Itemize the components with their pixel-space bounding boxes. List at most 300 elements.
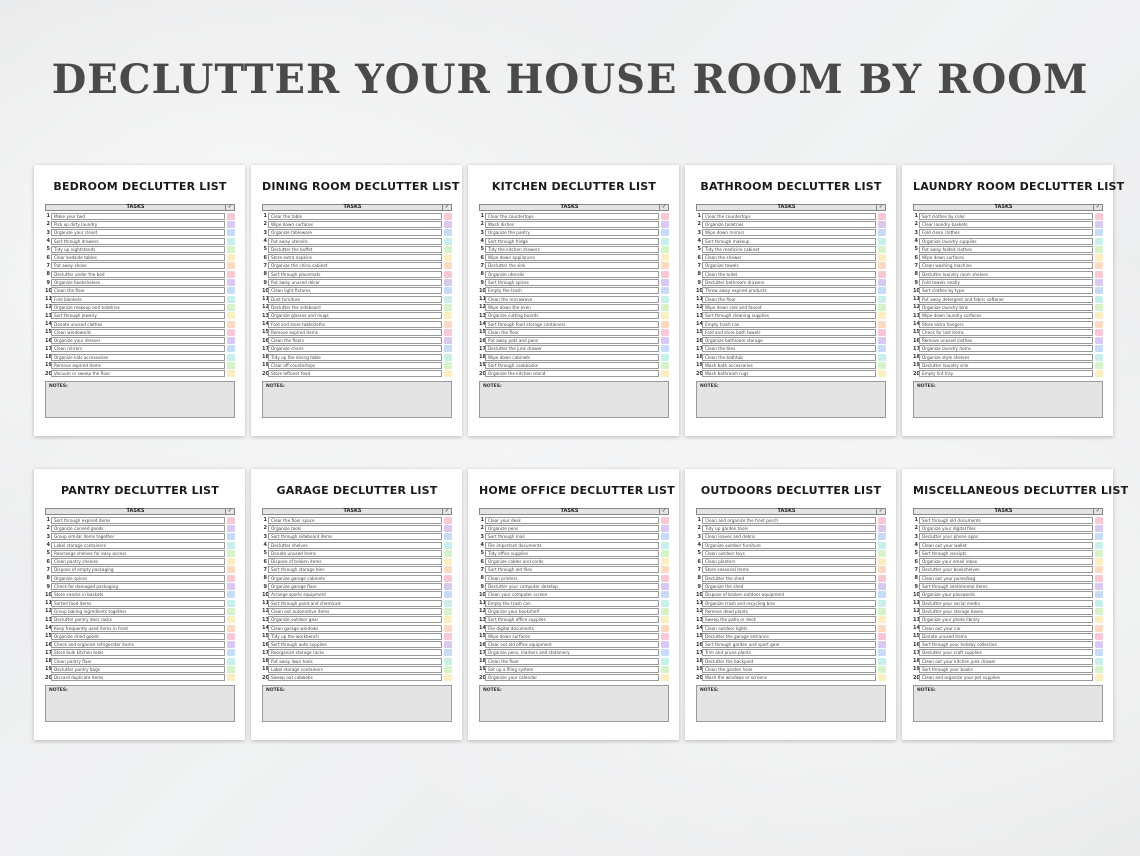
task-checkbox[interactable] xyxy=(227,229,235,236)
task-number: 19 xyxy=(696,362,703,369)
task-checkbox[interactable] xyxy=(227,517,235,524)
task-checkbox[interactable] xyxy=(661,566,669,573)
task-checkbox[interactable] xyxy=(444,616,452,623)
task-checkbox[interactable] xyxy=(1095,337,1103,344)
task-number: 16 xyxy=(913,641,920,648)
task-checkbox[interactable] xyxy=(878,625,886,632)
task-checkbox[interactable] xyxy=(227,279,235,286)
task-checkbox[interactable] xyxy=(227,321,235,328)
task-checkbox[interactable] xyxy=(878,558,886,565)
task-number: 7 xyxy=(697,262,701,269)
task-text: Sort clothes by color xyxy=(919,213,1093,220)
task-number: 16 xyxy=(262,337,269,344)
task-text: Vacuum or sweep the floor xyxy=(51,370,225,377)
task-checkbox[interactable] xyxy=(878,329,886,336)
task-checkbox[interactable] xyxy=(1095,238,1103,245)
task-checkbox[interactable] xyxy=(661,608,669,615)
task-checkbox[interactable] xyxy=(878,633,886,640)
task-checkbox[interactable] xyxy=(444,354,452,361)
task-checkbox[interactable] xyxy=(1095,566,1103,573)
task-checkbox[interactable] xyxy=(878,271,886,278)
task-checkbox[interactable] xyxy=(227,525,235,532)
task-checkbox[interactable] xyxy=(878,238,886,245)
task-checkbox[interactable] xyxy=(661,312,669,319)
task-checkbox[interactable] xyxy=(661,321,669,328)
task-text: Wash bathroom rugs xyxy=(702,370,876,377)
task-number: 1 xyxy=(914,517,918,524)
task-checkbox[interactable] xyxy=(444,238,452,245)
task-checkbox[interactable] xyxy=(878,354,886,361)
task-checkbox[interactable] xyxy=(661,625,669,632)
task-row xyxy=(696,287,886,295)
task-text: Organize your photo library xyxy=(919,616,1093,623)
task-checkbox[interactable] xyxy=(1095,262,1103,269)
task-checkbox[interactable] xyxy=(878,608,886,615)
task-text: Put away shoes xyxy=(51,262,225,269)
task-row xyxy=(696,237,886,245)
task-checkbox[interactable] xyxy=(444,674,452,681)
task-row xyxy=(45,270,235,278)
task-checkbox[interactable] xyxy=(1095,271,1103,278)
task-checkbox[interactable] xyxy=(661,329,669,336)
task-number: 1 xyxy=(263,517,267,524)
task-checkbox[interactable] xyxy=(444,633,452,640)
task-checkbox[interactable] xyxy=(227,625,235,632)
task-checkbox[interactable] xyxy=(878,337,886,344)
task-number: 2 xyxy=(480,525,484,532)
task-checkbox[interactable] xyxy=(444,525,452,532)
task-checkbox[interactable] xyxy=(661,221,669,228)
task-text: Declutter your storage boxes xyxy=(919,608,1093,615)
task-checkbox[interactable] xyxy=(878,213,886,220)
task-row xyxy=(479,361,669,369)
task-number: 11 xyxy=(262,600,269,607)
task-checkbox[interactable] xyxy=(444,625,452,632)
task-number: 3 xyxy=(914,229,918,236)
tasks-header-label: TASKS xyxy=(126,508,145,514)
task-checkbox[interactable] xyxy=(661,362,669,369)
task-checkbox[interactable] xyxy=(444,566,452,573)
task-checkbox[interactable] xyxy=(227,246,235,253)
task-checkbox[interactable] xyxy=(661,262,669,269)
task-checkbox[interactable] xyxy=(878,345,886,352)
task-number: 6 xyxy=(480,558,484,565)
task-checkbox[interactable] xyxy=(444,550,452,557)
notes-box[interactable]: NOTES: xyxy=(45,685,235,722)
task-checkbox[interactable] xyxy=(444,271,452,278)
task-text: Declutter the backyard xyxy=(702,658,876,665)
task-checkbox[interactable] xyxy=(661,525,669,532)
task-number: 12 xyxy=(696,304,703,311)
task-checkbox[interactable] xyxy=(1095,287,1103,294)
task-checkbox[interactable] xyxy=(661,287,669,294)
task-row xyxy=(479,674,669,682)
task-checkbox[interactable] xyxy=(227,674,235,681)
task-checkbox[interactable] xyxy=(878,600,886,607)
task-checkbox[interactable] xyxy=(1095,213,1103,220)
task-checkbox[interactable] xyxy=(878,566,886,573)
task-number: 1 xyxy=(480,213,484,220)
task-number: 17 xyxy=(262,345,269,352)
task-number: 17 xyxy=(696,649,703,656)
task-checkbox[interactable] xyxy=(661,591,669,598)
task-checkbox[interactable] xyxy=(444,558,452,565)
task-checkbox[interactable] xyxy=(1095,558,1103,565)
task-row xyxy=(696,566,886,574)
task-checkbox[interactable] xyxy=(661,558,669,565)
task-text: Organize garage cabinets xyxy=(268,575,442,582)
task-number: 16 xyxy=(696,641,703,648)
task-row xyxy=(913,336,1103,344)
task-number: 9 xyxy=(697,583,701,590)
task-checkbox[interactable] xyxy=(878,649,886,656)
task-text: Sort through your holiday collection xyxy=(919,641,1093,648)
task-checkbox[interactable] xyxy=(1095,354,1103,361)
task-checkbox[interactable] xyxy=(878,254,886,261)
task-checkbox[interactable] xyxy=(1095,616,1103,623)
notes-box[interactable]: NOTES: xyxy=(45,381,235,418)
task-text: Sort through drawers xyxy=(51,238,225,245)
task-checkbox[interactable] xyxy=(444,246,452,253)
task-row xyxy=(696,212,886,220)
task-text: Organize your email inbox xyxy=(919,558,1093,565)
task-checkbox[interactable] xyxy=(227,608,235,615)
task-text: Organize your closet xyxy=(51,229,225,236)
task-checkbox[interactable] xyxy=(661,533,669,540)
task-checkbox[interactable] xyxy=(661,666,669,673)
task-checkbox[interactable] xyxy=(444,312,452,319)
task-number: 13 xyxy=(913,616,920,623)
notes-box[interactable]: NOTES: xyxy=(479,381,669,418)
task-checkbox[interactable] xyxy=(227,271,235,278)
task-checkbox[interactable] xyxy=(227,583,235,590)
task-checkbox[interactable] xyxy=(878,575,886,582)
task-checkbox[interactable] xyxy=(227,354,235,361)
task-checkbox[interactable] xyxy=(444,583,452,590)
task-checkbox[interactable] xyxy=(1095,304,1103,311)
task-checkbox[interactable] xyxy=(444,304,452,311)
task-checkbox[interactable] xyxy=(1095,625,1103,632)
task-checkbox[interactable] xyxy=(1095,312,1103,319)
task-text: Put away detergent and fabric softener xyxy=(919,296,1093,303)
task-checkbox[interactable] xyxy=(1095,329,1103,336)
task-checkbox[interactable] xyxy=(878,362,886,369)
task-checkbox[interactable] xyxy=(444,370,452,377)
task-checkbox[interactable] xyxy=(878,666,886,673)
task-checkbox[interactable] xyxy=(1095,517,1103,524)
task-checkbox[interactable] xyxy=(661,649,669,656)
task-checkbox[interactable] xyxy=(227,254,235,261)
task-checkbox[interactable] xyxy=(227,262,235,269)
task-checkbox[interactable] xyxy=(1095,533,1103,540)
task-text: Organize laundry items xyxy=(919,345,1093,352)
task-checkbox[interactable] xyxy=(661,279,669,286)
task-checkbox[interactable] xyxy=(227,287,235,294)
notes-box[interactable]: NOTES: xyxy=(913,381,1103,418)
notes-box[interactable]: NOTES: xyxy=(262,685,452,722)
task-checkbox[interactable] xyxy=(444,608,452,615)
task-checkbox[interactable] xyxy=(227,312,235,319)
task-checkbox[interactable] xyxy=(878,674,886,681)
task-checkbox[interactable] xyxy=(661,542,669,549)
task-checkbox[interactable] xyxy=(878,370,886,377)
task-checkbox[interactable] xyxy=(878,525,886,532)
task-checkbox[interactable] xyxy=(1095,370,1103,377)
task-checkbox[interactable] xyxy=(878,246,886,253)
task-checkbox[interactable] xyxy=(227,296,235,303)
task-number: 1 xyxy=(480,517,484,524)
task-text: Organize your passwords xyxy=(919,591,1093,598)
task-checkbox[interactable] xyxy=(444,329,452,336)
task-number: 19 xyxy=(45,362,52,369)
task-checkbox[interactable] xyxy=(227,533,235,540)
task-text: Wipe down the oven xyxy=(485,304,659,311)
task-checkbox[interactable] xyxy=(227,550,235,557)
task-row xyxy=(479,657,669,665)
task-checkbox[interactable] xyxy=(1095,583,1103,590)
task-checkbox[interactable] xyxy=(1095,674,1103,681)
task-checkbox[interactable] xyxy=(1095,296,1103,303)
task-row xyxy=(696,262,886,270)
task-checkbox[interactable] xyxy=(1095,600,1103,607)
task-checkbox[interactable] xyxy=(661,304,669,311)
notes-box[interactable]: NOTES: xyxy=(479,685,669,722)
task-checkbox[interactable] xyxy=(444,262,452,269)
checklist-sheet xyxy=(34,165,245,436)
task-checkbox[interactable] xyxy=(227,666,235,673)
task-checkbox[interactable] xyxy=(227,658,235,665)
task-text: Check for lost items xyxy=(919,329,1093,336)
task-checkbox[interactable] xyxy=(661,517,669,524)
task-checkbox[interactable] xyxy=(661,271,669,278)
task-checkbox[interactable] xyxy=(227,213,235,220)
task-text: Check and organize refrigerator items xyxy=(51,641,225,648)
sheet-title: OUTDOORS DECLUTTER LIST xyxy=(700,484,882,497)
task-number: 15 xyxy=(696,633,703,640)
task-checkbox[interactable] xyxy=(878,616,886,623)
task-checkbox[interactable] xyxy=(227,641,235,648)
task-checkbox[interactable] xyxy=(444,296,452,303)
task-checkbox[interactable] xyxy=(878,542,886,549)
task-checkbox[interactable] xyxy=(444,575,452,582)
task-checkbox[interactable] xyxy=(661,674,669,681)
task-checkbox[interactable] xyxy=(878,591,886,598)
task-checkbox[interactable] xyxy=(444,666,452,673)
task-row xyxy=(262,665,452,673)
task-number: 7 xyxy=(914,262,918,269)
task-text: Declutter the shed xyxy=(702,575,876,582)
task-number: 9 xyxy=(480,583,484,590)
task-checkbox[interactable] xyxy=(444,221,452,228)
task-checkbox[interactable] xyxy=(227,238,235,245)
task-checkbox[interactable] xyxy=(444,641,452,648)
task-checkbox[interactable] xyxy=(444,213,452,220)
task-checkbox[interactable] xyxy=(444,362,452,369)
task-text: Declutter the sink xyxy=(485,262,659,269)
task-checkbox[interactable] xyxy=(878,517,886,524)
task-checkbox[interactable] xyxy=(661,370,669,377)
task-checkbox[interactable] xyxy=(1095,666,1103,673)
task-checkbox[interactable] xyxy=(878,279,886,286)
task-checkbox[interactable] xyxy=(661,641,669,648)
task-checkbox[interactable] xyxy=(1095,321,1103,328)
task-row xyxy=(913,533,1103,541)
notes-box[interactable]: NOTES: xyxy=(696,381,886,418)
task-checkbox[interactable] xyxy=(878,262,886,269)
task-checkbox[interactable] xyxy=(1095,345,1103,352)
task-row xyxy=(45,353,235,361)
task-checkbox[interactable] xyxy=(444,542,452,549)
task-number: 14 xyxy=(479,625,486,631)
task-number: 5 xyxy=(263,246,267,253)
task-checkbox[interactable] xyxy=(227,633,235,640)
notes-box[interactable]: NOTES: xyxy=(696,685,886,722)
task-number: 18 xyxy=(913,658,920,665)
task-number: 15 xyxy=(913,633,920,640)
task-checkbox[interactable] xyxy=(444,517,452,524)
task-number: 4 xyxy=(697,542,701,549)
task-checkbox[interactable] xyxy=(227,542,235,549)
task-checkbox[interactable] xyxy=(661,633,669,640)
task-checkbox[interactable] xyxy=(661,229,669,236)
task-checkbox[interactable] xyxy=(227,566,235,573)
task-checkbox[interactable] xyxy=(227,616,235,623)
task-number: 14 xyxy=(262,321,269,327)
task-checkbox[interactable] xyxy=(227,337,235,344)
task-checkbox[interactable] xyxy=(227,575,235,582)
task-checkbox[interactable] xyxy=(444,649,452,656)
task-row xyxy=(262,632,452,640)
task-checkbox[interactable] xyxy=(1095,254,1103,261)
task-checkbox[interactable] xyxy=(661,575,669,582)
task-number: 17 xyxy=(479,345,486,352)
task-text: Organize kids accessories xyxy=(51,354,225,361)
task-checkbox[interactable] xyxy=(444,229,452,236)
task-row xyxy=(696,278,886,286)
task-checkbox[interactable] xyxy=(227,221,235,228)
task-checkbox[interactable] xyxy=(878,583,886,590)
task-checkbox[interactable] xyxy=(878,287,886,294)
task-checkbox[interactable] xyxy=(661,354,669,361)
task-number: 5 xyxy=(480,246,484,253)
task-checkbox[interactable] xyxy=(661,238,669,245)
task-checkbox[interactable] xyxy=(661,345,669,352)
task-checkbox[interactable] xyxy=(227,591,235,598)
task-number: 20 xyxy=(479,370,486,377)
task-checkbox[interactable] xyxy=(227,370,235,377)
task-checkbox[interactable] xyxy=(1095,591,1103,598)
notes-box[interactable]: NOTES: xyxy=(913,685,1103,722)
notes-box[interactable]: NOTES: xyxy=(262,381,452,418)
task-checkbox[interactable] xyxy=(661,254,669,261)
task-checkbox[interactable] xyxy=(661,658,669,665)
task-checkbox[interactable] xyxy=(878,221,886,228)
task-text: Empty lint tray xyxy=(919,370,1093,377)
task-number: 17 xyxy=(696,345,703,352)
task-checkbox[interactable] xyxy=(444,337,452,344)
task-checkbox[interactable] xyxy=(1095,608,1103,615)
task-row xyxy=(913,524,1103,532)
task-checkbox[interactable] xyxy=(444,600,452,607)
task-checkbox[interactable] xyxy=(444,658,452,665)
task-checkbox[interactable] xyxy=(661,296,669,303)
task-checkbox[interactable] xyxy=(1095,641,1103,648)
task-checkbox[interactable] xyxy=(444,591,452,598)
task-checkbox[interactable] xyxy=(444,345,452,352)
task-checkbox[interactable] xyxy=(661,583,669,590)
task-checkbox[interactable] xyxy=(227,649,235,656)
task-checkbox[interactable] xyxy=(661,600,669,607)
task-checkbox[interactable] xyxy=(227,329,235,336)
task-checkbox[interactable] xyxy=(1095,229,1103,236)
task-checkbox[interactable] xyxy=(1095,221,1103,228)
task-checkbox[interactable] xyxy=(878,312,886,319)
task-checkbox[interactable] xyxy=(1095,649,1103,656)
task-checkbox[interactable] xyxy=(878,321,886,328)
task-checkbox[interactable] xyxy=(878,229,886,236)
task-row xyxy=(913,657,1103,665)
task-number: 7 xyxy=(480,262,484,269)
task-row xyxy=(913,229,1103,237)
task-checkbox[interactable] xyxy=(444,287,452,294)
task-checkbox[interactable] xyxy=(227,345,235,352)
task-checkbox[interactable] xyxy=(878,304,886,311)
task-checkbox[interactable] xyxy=(227,600,235,607)
task-checkbox[interactable] xyxy=(1095,279,1103,286)
task-checkbox[interactable] xyxy=(1095,362,1103,369)
task-row xyxy=(45,245,235,253)
task-checkbox[interactable] xyxy=(1095,246,1103,253)
task-checkbox[interactable] xyxy=(227,362,235,369)
task-checkbox[interactable] xyxy=(1095,542,1103,549)
task-checkbox[interactable] xyxy=(444,533,452,540)
task-checkbox[interactable] xyxy=(1095,633,1103,640)
task-row xyxy=(696,616,886,624)
task-number: 2 xyxy=(46,221,50,228)
task-row xyxy=(479,524,669,532)
task-checkbox[interactable] xyxy=(661,550,669,557)
task-checkbox[interactable] xyxy=(444,321,452,328)
task-checkbox[interactable] xyxy=(1095,575,1103,582)
task-number: 4 xyxy=(697,238,701,245)
task-checkbox[interactable] xyxy=(661,213,669,220)
task-row xyxy=(913,566,1103,574)
task-number: 8 xyxy=(480,575,484,582)
task-checkbox[interactable] xyxy=(878,658,886,665)
task-row xyxy=(45,287,235,295)
task-checkbox[interactable] xyxy=(227,558,235,565)
task-text: Wipe down cabinets xyxy=(485,354,659,361)
task-checkbox[interactable] xyxy=(878,641,886,648)
task-checkbox[interactable] xyxy=(444,279,452,286)
task-checkbox[interactable] xyxy=(661,246,669,253)
task-checkbox[interactable] xyxy=(661,616,669,623)
task-text: Wipe down mirrors xyxy=(702,229,876,236)
task-checkbox[interactable] xyxy=(444,254,452,261)
task-checkbox[interactable] xyxy=(661,337,669,344)
task-checkbox[interactable] xyxy=(227,304,235,311)
task-number: 4 xyxy=(914,238,918,245)
task-checkbox[interactable] xyxy=(878,550,886,557)
task-checkbox[interactable] xyxy=(1095,550,1103,557)
task-checkbox[interactable] xyxy=(1095,525,1103,532)
task-text: Clean out your car xyxy=(919,625,1093,632)
task-checkbox[interactable] xyxy=(878,533,886,540)
task-checkbox[interactable] xyxy=(878,296,886,303)
task-text: Organize laundry bins xyxy=(919,304,1093,311)
task-checkbox[interactable] xyxy=(1095,658,1103,665)
task-text: Sweep the patio or deck xyxy=(702,616,876,623)
